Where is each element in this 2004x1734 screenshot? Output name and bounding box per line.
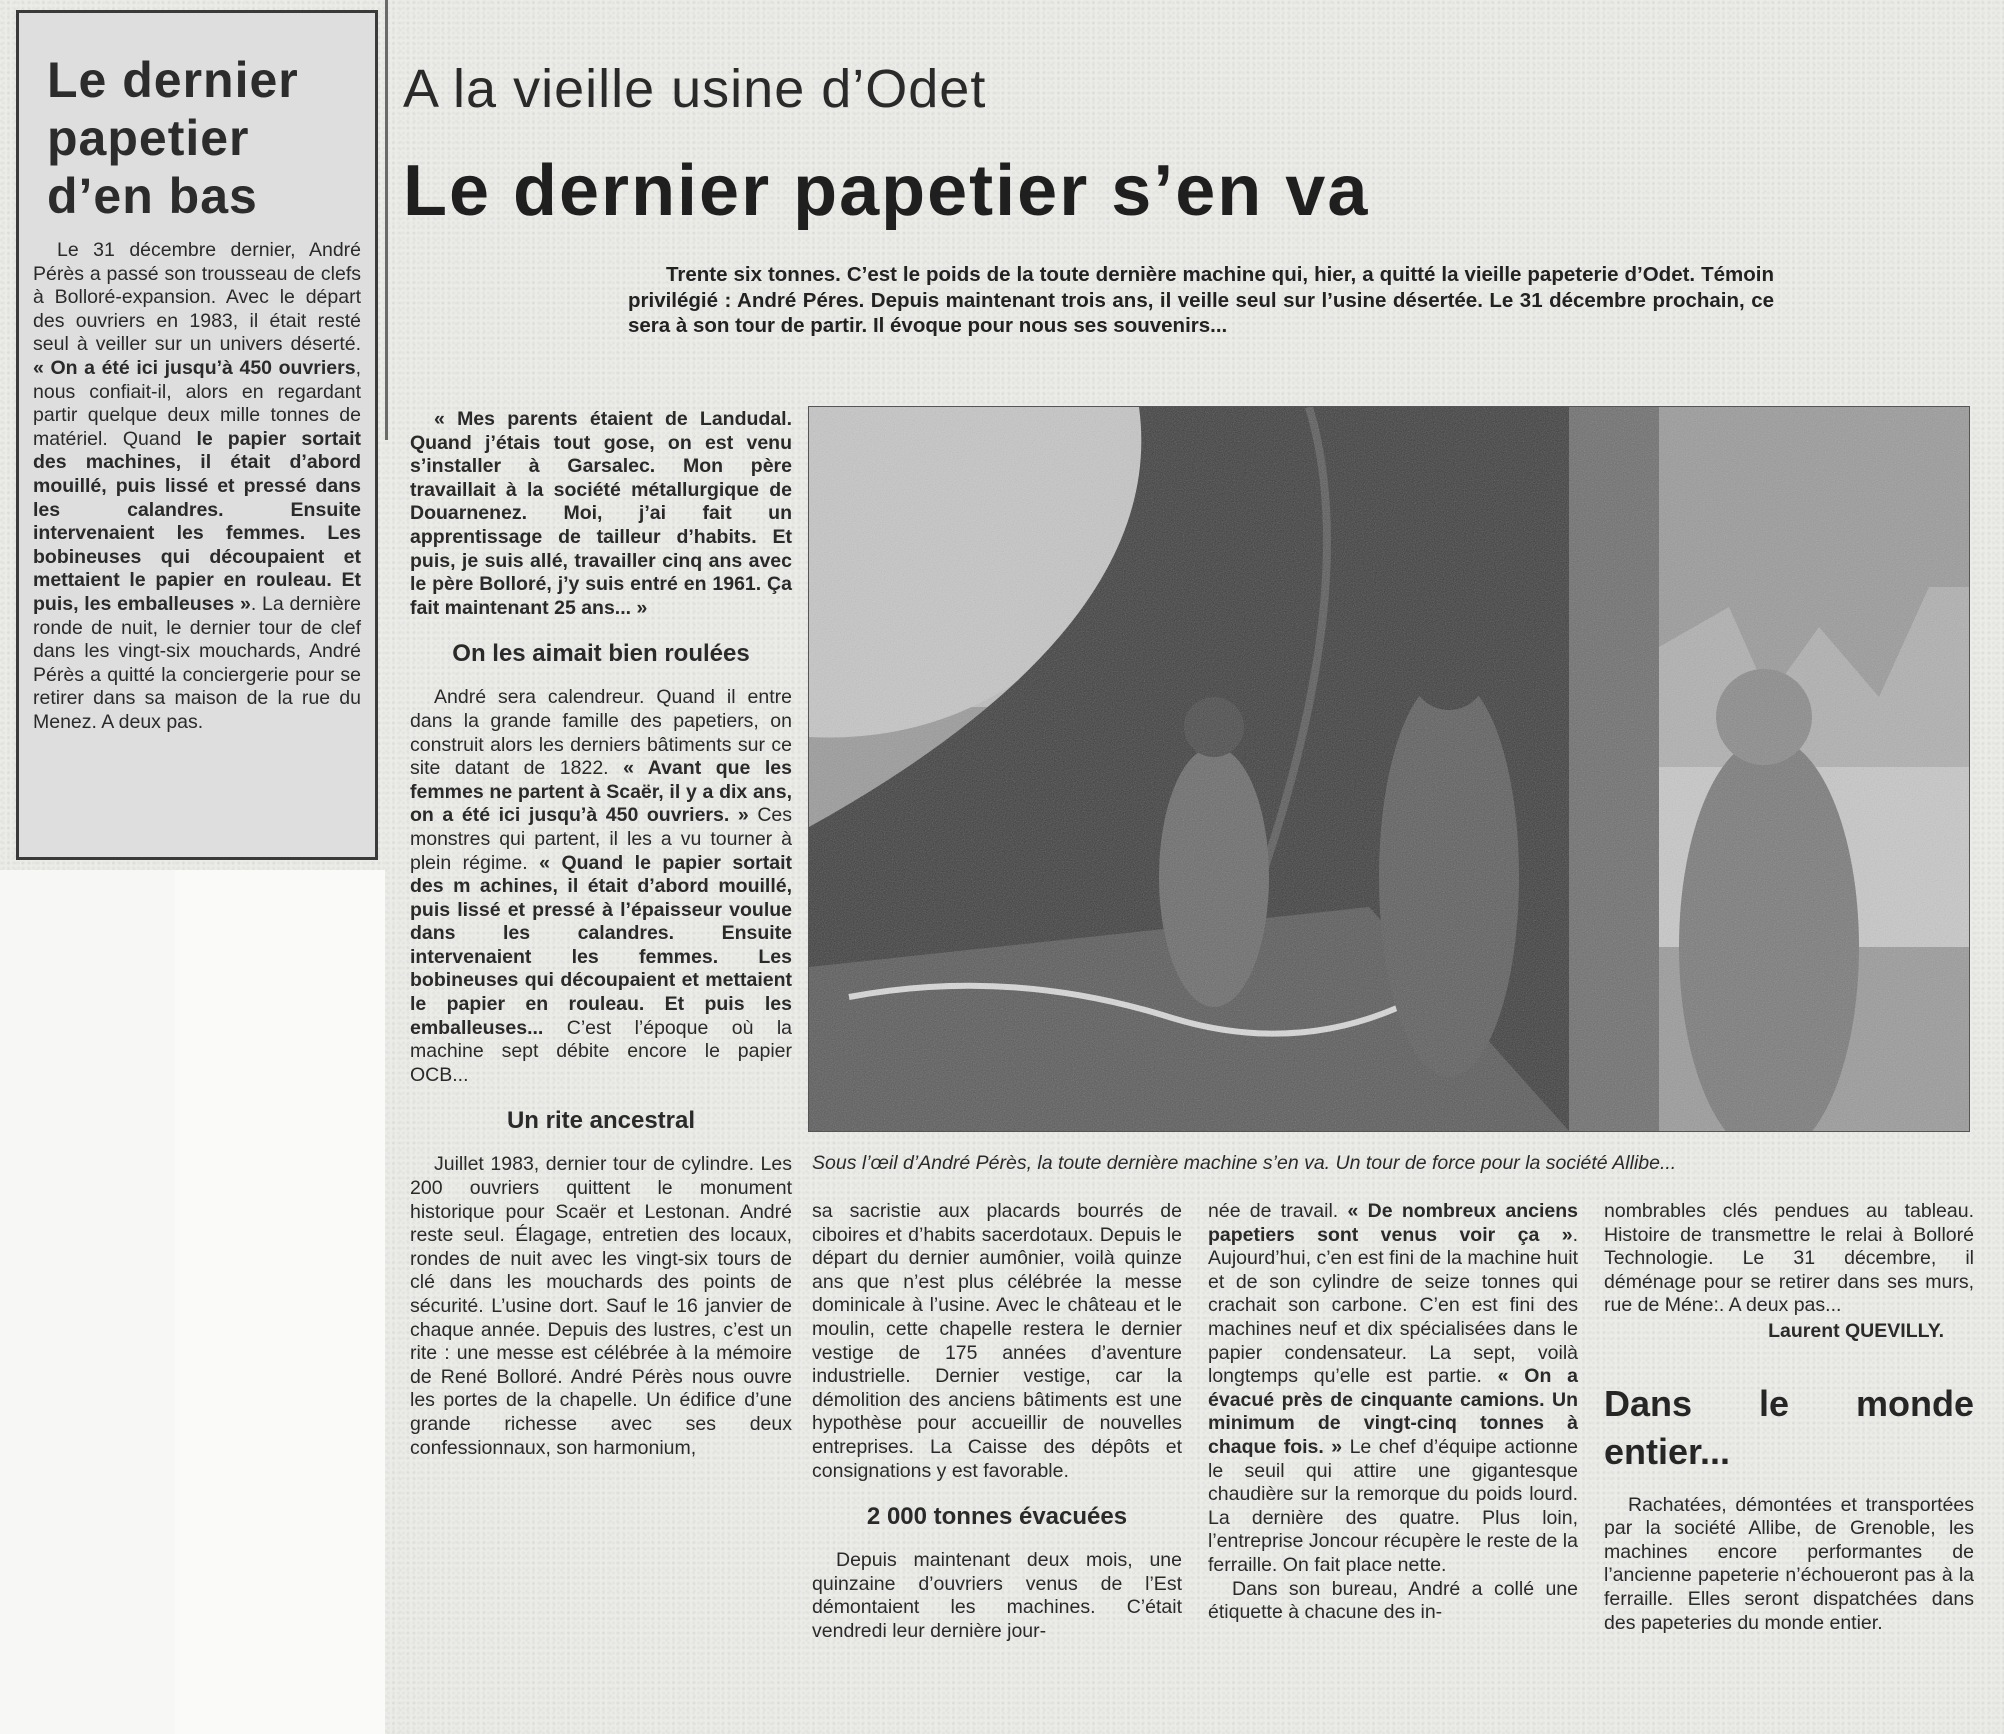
sidebar-title-line: d’en bas [47, 168, 258, 224]
text-run: Le chef d’équipe actionne le seuil qui attire une gigantesque chaudière sur la remorque du poids lourd. La dernière des quatre. Plus loin, l’entreprise Joncour récupère le reste de la ferraille. On fait place nette. [1208, 1435, 1578, 1576]
scan-margin [0, 870, 175, 1734]
article-column-4 [1604, 1200, 1974, 1635]
body-paragraph: Depuis maintenant deux mois, une quinzaine d’ouvriers venus de l’Est démontaient les machines. C’était vendredi leur dernière jour- [812, 1549, 1182, 1642]
sidebar-title [47, 51, 361, 225]
quote-run: « De nombreux anciens papetiers sont venus voir ça » [1208, 1200, 1578, 1246]
column-rule [385, 0, 388, 440]
article-photo [808, 406, 1970, 1132]
article-headline: Le dernier papetier s’en va [403, 151, 1370, 231]
subheading: On les aimait bien roulées [452, 640, 750, 668]
body-paragraph: nombrables clés pendues au tableau. Histoire de transmettre le relai à Bolloré Technologie. Le 31 décembre, il déménage pour se retirer dans ses murs, rue de Méne:. A deux pas... [1604, 1200, 1974, 1317]
scan-margin [175, 870, 385, 1734]
quote-run: « Avant que les femmes ne partent à Scaër, il y a dix ans, on a été ici jusqu’à 450 ouvriers. » [410, 757, 793, 827]
intro-paragraph: Trente six tonnes. C’est le poids de la toute dernière machine qui, hier, a quitté la vieille papeterie d’Odet. Témoin privilégié : André Péres. Depuis maintenant trois ans, il veille seul sur l’usine désertée. Le 31 décembre prochain, ce sera à son tour de partir. Il évoque pour nous ses souvenirs... [628, 263, 1774, 337]
sidebar-text-run: , nous confiait-il, alors en regardant partir quelque deux mille tonnes de matériel. Quand [33, 356, 361, 450]
article-column-2 [812, 1200, 1182, 1644]
photo-caption: Sous l’œil d’André Pérès, la toute dernière machine s’en va. Un tour de force pour la société Allibe... [812, 1152, 1677, 1174]
quote-paragraph: « Mes parents étaient de Landudal. Quand j’étais tout gose, on est venu s’installer à Garsalec. Mon père travaillait à la société métallurgique de Douarnenez. Moi, j’ai fait un apprentissage de tailleur d’habits. Et puis, je suis allé, travailler cinq ans avec le père Bolloré, j’y suis entré en 1961. Ça fait maintenant 25 ans... » [410, 408, 792, 619]
quote-run: « On a évacué près de cinquante camions. Un minimum de vingt-cinq tonnes à chaque fois. » [1208, 1365, 1578, 1458]
article-column-1 [410, 408, 792, 1460]
box-heading: Dans le monde entier... [1604, 1382, 1974, 1472]
body-paragraph: Juillet 1983, dernier tour de cylindre. Les 200 ouvriers quittent le monument historique pour Scaër et Lestonan. André reste seul. Élagage, entretien des locaux, rondes de nuit avec les vingt-six tours de clé dans les mouchards des points de sécurité. L’usine dort. Sauf le 16 janvier de chaque année. Depuis des lustres, c’est un rite : une messe est célébrée à la mémoire de René Bolloré. André Pérès nous ouvre les portes de la chapelle. Un édifice d’une grande richesse avec ses deux confessionnaux, son harmonium, [410, 1153, 792, 1459]
subheading: 2 000 tonnes évacuées [866, 1503, 1128, 1531]
article-intro [628, 262, 1774, 339]
quote-run: « Quand le papier sortait des m achines, il était d’abord mouillé, puis lissé et pressé à l’épaisseur voulue dans les calandres. Ensuite intervenaient les femmes. Les bobineuses qui découpaient et mettaient le papier en rouleau. Et puis les emballeuses... [410, 851, 792, 1039]
sidebar-box [16, 10, 378, 860]
article-kicker: A la vieille usine d’Odet [403, 59, 987, 119]
sidebar-quote: le papier sortait des machines, il était d’abord mouillé, puis lissé et pressé dans les calandres. Ensuite intervenaient les femmes. Les bobineuses qui découpaient et mettaient le papier en rouleau. Et puis, les emballeuses » [33, 427, 361, 615]
sidebar-title-line: papetier [47, 110, 250, 166]
sidebar-text-run: . La dernière ronde de nuit, le dernier tour de clef dans les vingt-six mouchards, André Pérès a quitté la conciergerie pour se retirer dans sa maison de la rue du Menez. A deux pas. [33, 592, 361, 733]
box-paragraph: Rachatées, démontées et transportées par la société Allibe, de Grenoble, les machines encore performantes de l’ancienne papeterie n’échoueront pas à la ferraille. Elles seront dispatchées dans des papeteries du monde entier. [1604, 1493, 1974, 1634]
text-run: Ces monstres qui partent, il les a vu tourner à plein régime. [410, 804, 792, 874]
text-run: André sera calendreur. Quand il entre dans la grande famille des papetiers, on construit alors les derniers bâtiments sur ce site datant de 1822. [410, 686, 792, 780]
author-byline: Laurent QUEVILLY. [1768, 1319, 1944, 1342]
subheading: Un rite ancestral [506, 1107, 696, 1135]
text-run: . Aujourd’hui, c’en est fini de la machine huit et de son cylindre de seize tonnes qui crachait son carbone. C’en est fini des machines neuf et dix spécialisées dans le papier condensateur. La sept, voilà longtemps qu’elle est partie. [1208, 1223, 1578, 1388]
body-paragraph [410, 686, 792, 1087]
text-run: née de travail. [1208, 1200, 1348, 1222]
photo-grain [809, 407, 1969, 1131]
body-paragraph [1208, 1200, 1578, 1578]
text-run: C’est l’époque où la machine sept débite encore le papier OCB... [410, 1016, 792, 1086]
sidebar-quote: « On a été ici jusqu’à 450 ouvriers [33, 356, 356, 379]
sidebar-body [33, 239, 361, 734]
article-column-3 [1208, 1200, 1578, 1625]
body-paragraph: sa sacristie aux placards bourrés de ciboires et d’habits sacerdotaux. Depuis le départ du dernier aumônier, voilà quinze ans que n’est plus célébrée la messe dominicale à l’usine. Avec le château et le moulin, cette chapelle restera le dernier vestige de 175 années d’aventure industrielle. Dernier vestige, car la démolition des anciens bâtiments est une hypothèse pour accueillir de nouvelles entreprises. La Caisse des dépôts et consignations y est favorable. [812, 1200, 1182, 1482]
body-paragraph: Dans son bureau, André a collé une étiquette à chacune des in- [1208, 1577, 1578, 1624]
sidebar-text-run: Le 31 décembre dernier, André Pérès a passé son trousseau de clefs à Bolloré-expansion. Avec le départ des ouvriers en 1983, il était resté seul à veiller sur un univers déserté. [33, 239, 361, 356]
photo-illustration [809, 407, 1969, 1131]
sidebar-title-line: Le dernier [47, 52, 299, 108]
